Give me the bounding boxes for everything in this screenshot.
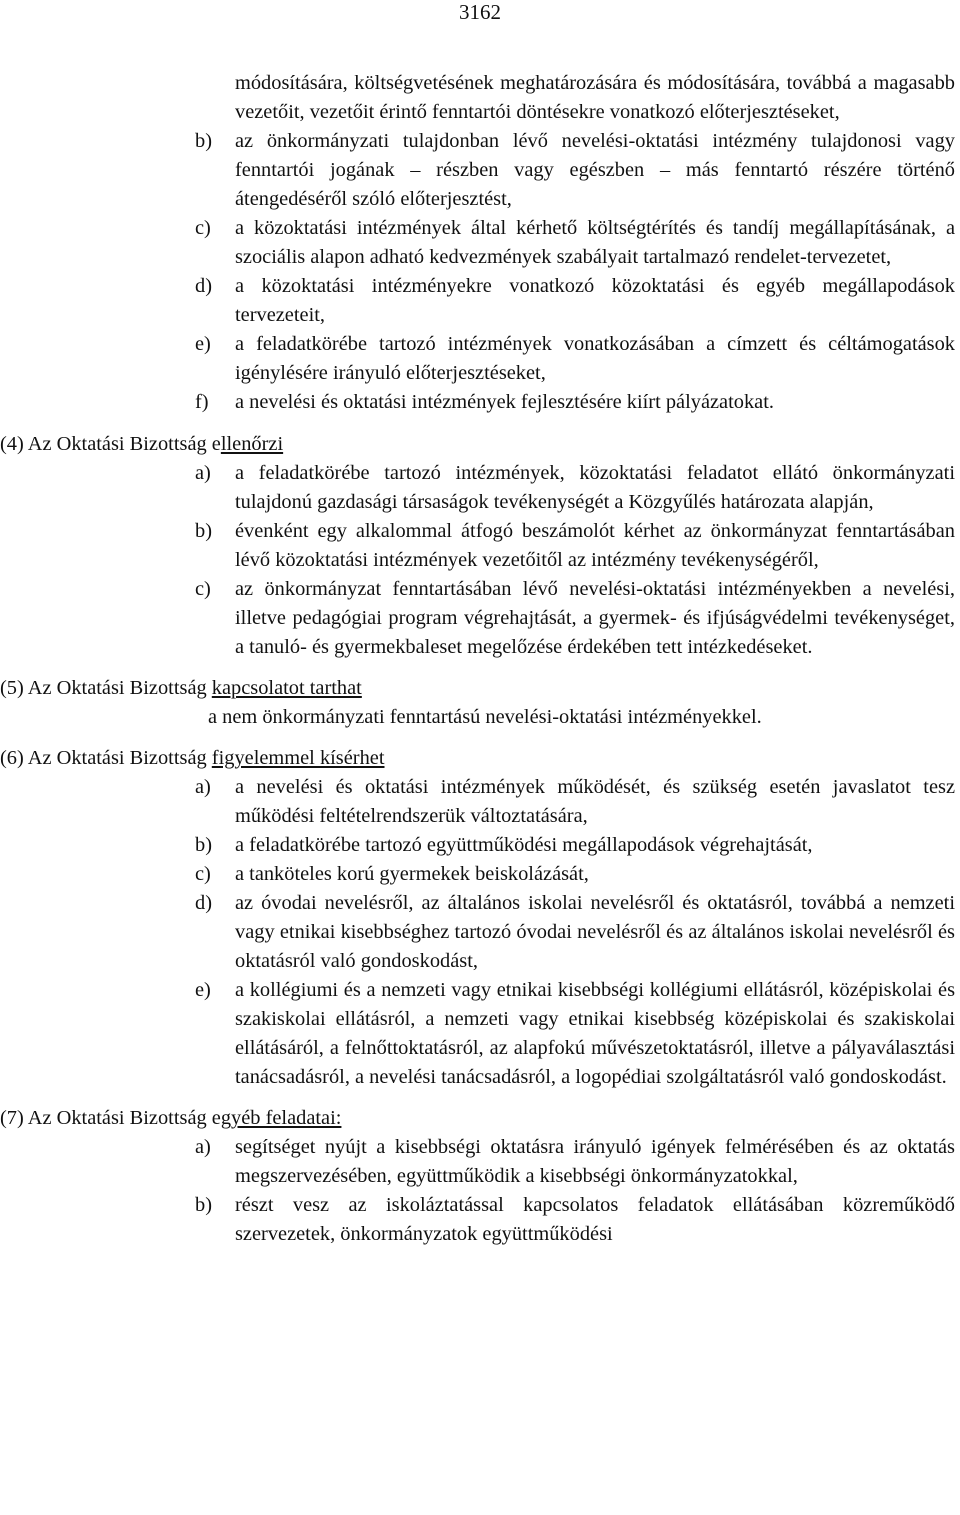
section-heading-underlined: llenőrzi [220,433,284,455]
list-item [195,831,955,860]
list-marker: c) [195,578,211,600]
list-item [195,459,955,517]
section-heading-prefix: (4) Az Oktatási Bizottság e [0,433,221,455]
list-item [195,575,955,662]
list-item [195,127,955,214]
list-item [195,388,955,417]
list-text: a közoktatási intézmények által kérhető költségtérítés és tandíj megállapításának, a szociális alapon adható kedvezmények szabályait tartalmazó rendelet-tervezetet, [235,217,955,268]
list-marker: b) [195,834,212,856]
list-text: az óvodai nevelésről, az általános iskolai nevelésről és oktatásról, továbbá a nemzeti vagy etnikai kisebbséghez tartozó óvodai nevelésről és az általános iskolai nevelésről és oktatásról való gondoskodást, [235,892,955,972]
list-text: a közoktatási intézményekre vonatkozó közoktatási és egyéb megállapodások tervezeteit, [235,275,955,326]
list-marker: d) [195,275,212,297]
list-marker: e) [195,333,211,355]
list-marker: b) [195,520,212,542]
list-marker: a) [195,1136,211,1158]
list-text: az önkormányzati tulajdonban lévő nevelési-oktatási intézmény tulajdonosi vagy fenntartói jogának – részben vagy egészben – más fenntartó részére történő átengedéséről szóló előterjesztést, [235,130,955,210]
list-item [195,272,955,330]
list-item [195,214,955,272]
list-marker: c) [195,863,211,885]
section-heading-prefix: (5) Az Oktatási Bizottság [0,677,212,699]
list-item [195,517,955,575]
section-5-text: a nem önkormányzati fenntartású nevelési-oktatási intézményekkel. [208,706,762,728]
list-marker: e) [195,979,211,1001]
section-heading-underlined: kapcsolatot tarthat [211,677,362,699]
list-marker: a) [195,462,211,484]
section-heading-4 [0,430,960,459]
section-heading-underlined: gyéb feladatai: [220,1107,342,1129]
list-text: a kollégiumi és a nemzeti vagy etnikai kisebbségi kollégiumi ellátásról, középiskolai és szakiskolai ellátásról, a nemzeti vagy etnikai kisebbség középiskolai és szakiskolai ellátásáról, a felnőttoktatásról, az alapfokú művészetoktatásról, illetve a pályaválasztási tanácsadásról, a nevelési tanácsadásról, a logopédiai szolgáltatásról való gondoskodást. [235,979,955,1088]
list-text: a nevelési és oktatási intézmények fejlesztésére kiírt pályázatokat. [235,391,774,413]
list-text: a tanköteles korú gyermekek beiskolázását, [235,863,589,885]
list-text: részt vesz az iskoláztatással kapcsolatos feladatok ellátásában közreműködő szervezetek, önkormányzatok együttműködési [235,1194,955,1245]
list-item [195,889,955,976]
list-text: a nevelési és oktatási intézmények működését, és szükség esetén javaslatot tesz működési feltételrendszerük változtatására, [235,776,955,827]
continuation-paragraph: módosítására, költségvetésének meghatározására és módosítására, továbbá a magasabb vezetőit, vezetőit érintő fenntartói döntésekre vonatkozó előterjesztéseket, [235,72,955,123]
list-text: a feladatkörébe tartozó intézmények vonatkozásában a címzett és céltámogatások igénylésére irányuló előterjesztéseket, [235,333,955,384]
list-item [195,976,955,1092]
page-number: 3162 [459,0,501,24]
list-item [195,860,955,889]
section-heading-7 [0,1104,960,1133]
list-marker: f) [195,391,209,413]
list-text: az önkormányzat fenntartásában lévő nevelési-oktatási intézményekben a nevelési, illetve pedagógiai program végrehajtását, a gyermek- és ifjúságvédelmi tevékenységet, a tanuló- és gyermekbaleset megelőzése érdekében tett intézkedéseket. [235,578,955,658]
list-text: a feladatkörébe tartozó intézmények, közoktatási feladatot ellátó önkormányzati tulajdonú gazdasági társaságok tevékenységét a Közgyűlés határozata alapján, [235,462,955,513]
list-text: a feladatkörébe tartozó együttműködési megállapodások végrehajtását, [235,834,813,856]
list-text: évenként egy alkalommal átfogó beszámolót kérhet az önkormányzat fenntartásában lévő közoktatási intézmények vezetőitől az intézmény tevékenységéről, [235,520,955,571]
section-heading-6 [0,744,960,773]
section-heading-prefix: (7) Az Oktatási Bizottság e [0,1107,221,1129]
list-item [195,1191,955,1249]
list-marker: c) [195,217,211,239]
section-heading-5 [0,674,960,703]
list-marker: a) [195,776,211,798]
list-item [195,1133,955,1191]
list-marker: b) [195,130,212,152]
list-marker: d) [195,892,212,914]
section-heading-underlined: figyelemmel kísérhet [211,747,385,769]
list-item [195,330,955,388]
list-item [195,773,955,831]
list-marker: b) [195,1194,212,1216]
document-body [0,69,960,1249]
section-heading-prefix: (6) Az Oktatási Bizottság [0,747,212,769]
list-text: segítséget nyújt a kisebbségi oktatásra irányuló igények felmérésében és az oktatás megszervezésében, együttműködik a kisebbségi önkormányzatokkal, [235,1136,955,1187]
